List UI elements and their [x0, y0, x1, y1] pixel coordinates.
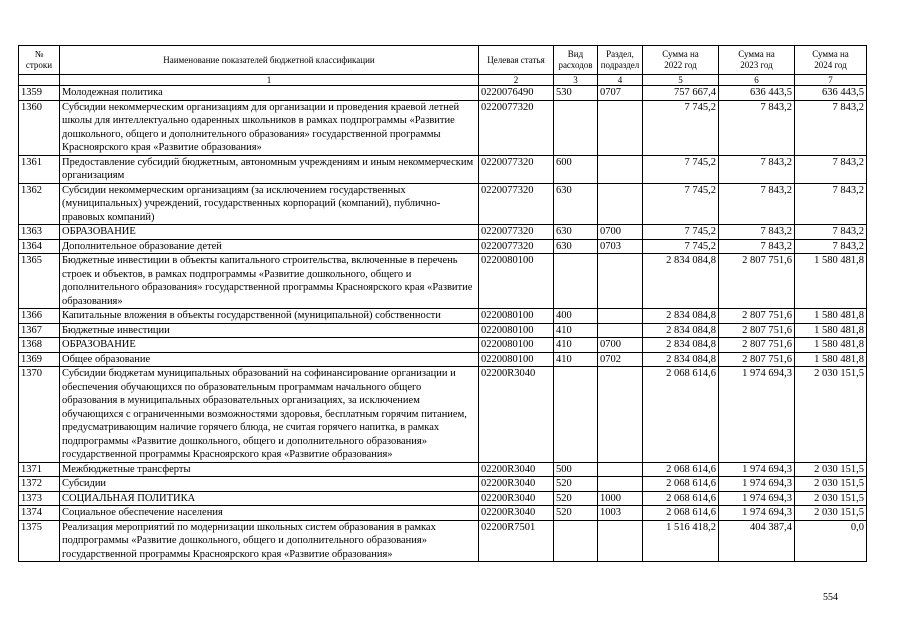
target-article-cell: 02200R3040	[479, 506, 554, 521]
section-cell	[598, 309, 643, 324]
sum-2024-cell: 7 843,2	[795, 225, 867, 240]
column-number-row	[19, 75, 867, 86]
target-article-cell: 0220080100	[479, 338, 554, 353]
table-row	[19, 352, 867, 367]
table-header-row	[19, 46, 867, 75]
sum-2024-cell: 7 843,2	[795, 100, 867, 155]
section-cell	[598, 323, 643, 338]
row-number-cell: 1360	[19, 100, 60, 155]
expense-type-cell: 520	[554, 506, 598, 521]
table-row	[19, 506, 867, 521]
sum-2023-cell: 1 974 694,3	[719, 477, 795, 492]
sum-2023-cell: 7 843,2	[719, 225, 795, 240]
row-number-cell: 1375	[19, 520, 60, 562]
expense-type-cell: 500	[554, 462, 598, 477]
row-number-cell: 1363	[19, 225, 60, 240]
table-row	[19, 155, 867, 183]
table-row	[19, 367, 867, 463]
sum-2023-cell: 404 387,4	[719, 520, 795, 562]
indicator-name-cell: Дополнительное образование детей	[60, 239, 479, 254]
table-row	[19, 520, 867, 562]
indicator-name-cell: Бюджетные инвестиции в объекты капитального строительства, включенные в перечень строек и объектов, в рамках подпрограммы «Развитие дошкольного, общего и дополнительного образования» государственной программы Красноярского края «Развитие образования»	[60, 254, 479, 309]
expense-type-cell	[554, 520, 598, 562]
row-number-cell: 1368	[19, 338, 60, 353]
row-number-cell: 1361	[19, 155, 60, 183]
indicator-name-cell: Социальное обеспечение населения	[60, 506, 479, 521]
expense-type-cell: 410	[554, 323, 598, 338]
table-row	[19, 491, 867, 506]
target-article-cell: 02200R3040	[479, 477, 554, 492]
target-article-cell: 0220080100	[479, 323, 554, 338]
section-cell: 0703	[598, 239, 643, 254]
sum-2022-cell: 7 745,2	[643, 225, 719, 240]
indicator-name-cell: Бюджетные инвестиции	[60, 323, 479, 338]
expense-type-cell: 520	[554, 491, 598, 506]
indicator-name-cell: Реализация мероприятий по модернизации школьных систем образования в рамках подпрограммы «Развитие дошкольного, общего и дополнительного образования» государственной программы Красноярского края «Развитие образования»	[60, 520, 479, 562]
column-number: 1	[60, 75, 479, 86]
expense-type-cell: 410	[554, 338, 598, 353]
table-row	[19, 323, 867, 338]
table-row	[19, 239, 867, 254]
table-row	[19, 86, 867, 101]
indicator-name-cell: Капитальные вложения в объекты государственной (муниципальной) собственности	[60, 309, 479, 324]
column-number: 6	[719, 75, 795, 86]
expense-type-cell	[554, 254, 598, 309]
section-cell: 1003	[598, 506, 643, 521]
section-cell: 0702	[598, 352, 643, 367]
sum-2023-cell: 2 807 751,6	[719, 254, 795, 309]
sum-2024-cell: 2 030 151,5	[795, 477, 867, 492]
header-section: Раздел, подраздел	[598, 46, 643, 75]
target-article-cell: 0220077320	[479, 239, 554, 254]
sum-2023-cell: 2 807 751,6	[719, 352, 795, 367]
sum-2022-cell: 2 834 084,8	[643, 338, 719, 353]
indicator-name-cell: Предоставление субсидий бюджетным, автономным учреждениям и иным некоммерческим организациям	[60, 155, 479, 183]
section-cell	[598, 462, 643, 477]
row-number-cell: 1374	[19, 506, 60, 521]
indicator-name-cell: Субсидии бюджетам муниципальных образований на софинансирование организации и обеспечения обучающихся по образовательным программам начального общего образования в муниципальных образовательных организациях, за исключением обучающихся с ограниченными возможностями здоровья, бесплатным горячим питанием, предусматривающим наличие горячего блюда, не считая горячего напитка, в рамках подпрограммы «Развитие дошкольного, общего и дополнительного образования» государственной программы Красноярского края «Развитие образования»	[60, 367, 479, 463]
section-cell: 0707	[598, 86, 643, 101]
sum-2024-cell: 2 030 151,5	[795, 506, 867, 521]
sum-2024-cell: 7 843,2	[795, 155, 867, 183]
target-article-cell: 0220077320	[479, 183, 554, 225]
section-cell	[598, 100, 643, 155]
section-cell	[598, 477, 643, 492]
sum-2023-cell: 636 443,5	[719, 86, 795, 101]
sum-2022-cell: 2 834 084,8	[643, 254, 719, 309]
header-sum-2023: Сумма на 2023 год	[719, 46, 795, 75]
sum-2024-cell: 1 580 481,8	[795, 338, 867, 353]
row-number-cell: 1372	[19, 477, 60, 492]
sum-2022-cell: 2 068 614,6	[643, 462, 719, 477]
table-row	[19, 225, 867, 240]
sum-2023-cell: 7 843,2	[719, 100, 795, 155]
sum-2024-cell: 636 443,5	[795, 86, 867, 101]
row-number-cell: 1365	[19, 254, 60, 309]
row-number-cell: 1366	[19, 309, 60, 324]
section-cell	[598, 254, 643, 309]
column-number: 4	[598, 75, 643, 86]
table-row	[19, 338, 867, 353]
table-row	[19, 183, 867, 225]
expense-type-cell: 630	[554, 183, 598, 225]
table-row	[19, 462, 867, 477]
table-row	[19, 477, 867, 492]
expense-type-cell	[554, 100, 598, 155]
expense-type-cell: 520	[554, 477, 598, 492]
target-article-cell: 0220080100	[479, 254, 554, 309]
expense-type-cell: 400	[554, 309, 598, 324]
header-expense-type: Вид расходов	[554, 46, 598, 75]
sum-2022-cell: 2 068 614,6	[643, 477, 719, 492]
sum-2024-cell: 1 580 481,8	[795, 323, 867, 338]
page-number: 554	[823, 592, 838, 603]
sum-2023-cell: 7 843,2	[719, 155, 795, 183]
row-number-cell: 1371	[19, 462, 60, 477]
column-number: 7	[795, 75, 867, 86]
sum-2022-cell: 7 745,2	[643, 100, 719, 155]
row-number-cell: 1370	[19, 367, 60, 463]
row-number-cell: 1369	[19, 352, 60, 367]
sum-2024-cell: 2 030 151,5	[795, 462, 867, 477]
expense-type-cell: 600	[554, 155, 598, 183]
sum-2023-cell: 2 807 751,6	[719, 309, 795, 324]
indicator-name-cell: Общее образование	[60, 352, 479, 367]
table-row	[19, 309, 867, 324]
sum-2022-cell: 2 068 614,6	[643, 506, 719, 521]
table-row	[19, 254, 867, 309]
sum-2022-cell: 2 068 614,6	[643, 367, 719, 463]
sum-2024-cell: 1 580 481,8	[795, 254, 867, 309]
sum-2022-cell: 757 667,4	[643, 86, 719, 101]
sum-2024-cell: 7 843,2	[795, 183, 867, 225]
sum-2024-cell: 1 580 481,8	[795, 309, 867, 324]
sum-2022-cell: 7 745,2	[643, 183, 719, 225]
target-article-cell: 0220080100	[479, 309, 554, 324]
column-number: 3	[554, 75, 598, 86]
sum-2023-cell: 7 843,2	[719, 183, 795, 225]
table-body	[19, 86, 867, 562]
header-sum-2024: Сумма на 2024 год	[795, 46, 867, 75]
target-article-cell: 02200R3040	[479, 367, 554, 463]
sum-2023-cell: 2 807 751,6	[719, 323, 795, 338]
sum-2023-cell: 1 974 694,3	[719, 367, 795, 463]
sum-2024-cell: 2 030 151,5	[795, 491, 867, 506]
sum-2024-cell: 1 580 481,8	[795, 352, 867, 367]
sum-2023-cell: 1 974 694,3	[719, 462, 795, 477]
row-number-cell: 1373	[19, 491, 60, 506]
budget-table	[18, 45, 867, 562]
sum-2024-cell: 0,0	[795, 520, 867, 562]
target-article-cell: 0220077320	[479, 225, 554, 240]
sum-2023-cell: 2 807 751,6	[719, 338, 795, 353]
column-number: 2	[479, 75, 554, 86]
indicator-name-cell: Межбюджетные трансферты	[60, 462, 479, 477]
indicator-name-cell: ОБРАЗОВАНИЕ	[60, 338, 479, 353]
target-article-cell: 02200R3040	[479, 491, 554, 506]
expense-type-cell: 530	[554, 86, 598, 101]
target-article-cell: 0220076490	[479, 86, 554, 101]
sum-2022-cell: 7 745,2	[643, 155, 719, 183]
expense-type-cell: 630	[554, 225, 598, 240]
indicator-name-cell: Субсидии некоммерческим организациям (за исключением государственных (муниципальных) учреждений, государственных корпораций (компаний), публично-правовых компаний)	[60, 183, 479, 225]
header-row-number: № строки	[19, 46, 60, 75]
header-sum-2022: Сумма на 2022 год	[643, 46, 719, 75]
sum-2023-cell: 7 843,2	[719, 239, 795, 254]
target-article-cell: 0220077320	[479, 155, 554, 183]
sum-2023-cell: 1 974 694,3	[719, 506, 795, 521]
indicator-name-cell: Субсидии	[60, 477, 479, 492]
column-number: 5	[643, 75, 719, 86]
section-cell: 0700	[598, 225, 643, 240]
target-article-cell: 02200R3040	[479, 462, 554, 477]
column-number	[19, 75, 60, 86]
sum-2024-cell: 2 030 151,5	[795, 367, 867, 463]
row-number-cell: 1367	[19, 323, 60, 338]
table-row	[19, 100, 867, 155]
sum-2022-cell: 1 516 418,2	[643, 520, 719, 562]
indicator-name-cell: ОБРАЗОВАНИЕ	[60, 225, 479, 240]
indicator-name-cell: Субсидии некоммерческим организациям для организации и проведения краевой летней школы для интеллектуально одаренных школьников в рамках подпрограммы «Развитие дошкольного, общего и дополнительного образования» государственной программы Красноярского края «Развитие образования»	[60, 100, 479, 155]
row-number-cell: 1364	[19, 239, 60, 254]
sum-2022-cell: 2 068 614,6	[643, 491, 719, 506]
section-cell: 0700	[598, 338, 643, 353]
target-article-cell: 0220080100	[479, 352, 554, 367]
sum-2022-cell: 7 745,2	[643, 239, 719, 254]
section-cell	[598, 155, 643, 183]
indicator-name-cell: СОЦИАЛЬНАЯ ПОЛИТИКА	[60, 491, 479, 506]
target-article-cell: 02200R7501	[479, 520, 554, 562]
sum-2022-cell: 2 834 084,8	[643, 309, 719, 324]
section-cell	[598, 367, 643, 463]
row-number-cell: 1359	[19, 86, 60, 101]
target-article-cell: 0220077320	[479, 100, 554, 155]
expense-type-cell	[554, 367, 598, 463]
sum-2024-cell: 7 843,2	[795, 239, 867, 254]
sum-2022-cell: 2 834 084,8	[643, 323, 719, 338]
header-indicator-name: Наименование показателей бюджетной классификации	[60, 46, 479, 75]
section-cell	[598, 520, 643, 562]
sum-2022-cell: 2 834 084,8	[643, 352, 719, 367]
expense-type-cell: 630	[554, 239, 598, 254]
section-cell	[598, 183, 643, 225]
indicator-name-cell: Молодежная политика	[60, 86, 479, 101]
header-target-article: Целевая статья	[479, 46, 554, 75]
row-number-cell: 1362	[19, 183, 60, 225]
expense-type-cell: 410	[554, 352, 598, 367]
section-cell: 1000	[598, 491, 643, 506]
sum-2023-cell: 1 974 694,3	[719, 491, 795, 506]
